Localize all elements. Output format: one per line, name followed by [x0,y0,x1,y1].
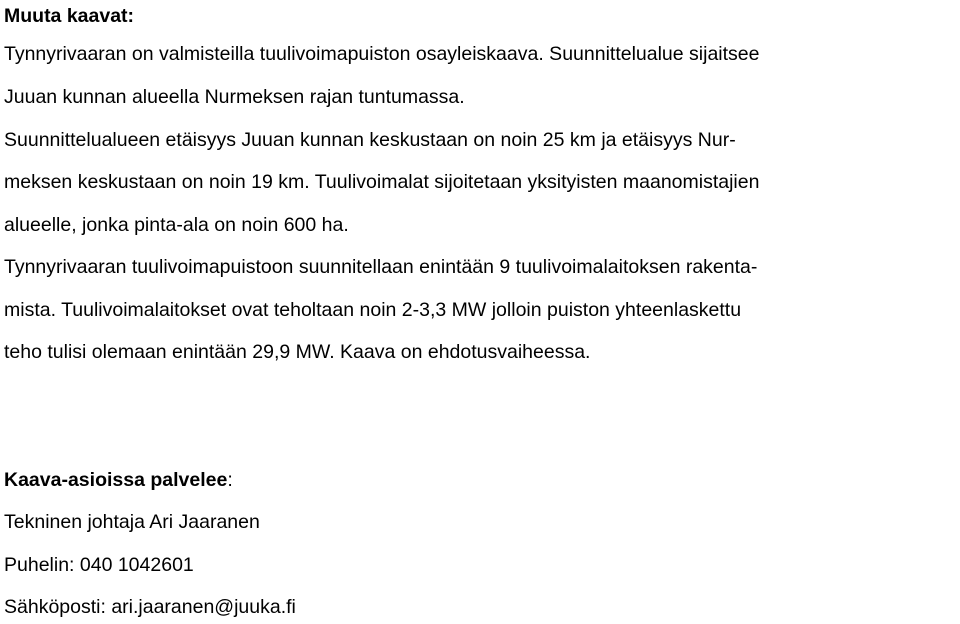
contact-name: Tekninen johtaja Ari Jaaranen [4,511,260,533]
paragraph-line: Tynnyrivaaran tuulivoimapuistoon suunnitellaan enintään 9 tuulivoimalaitoksen rakenta- [4,256,758,278]
paragraph-line: Juuan kunnan alueella Nurmeksen rajan tuntumassa. [4,86,465,108]
contact-email: Sähköposti: ari.jaaranen@juuka.fi [4,596,296,618]
paragraph-line: mista. Tuulivoimalaitokset ovat teholtaan noin 2-3,3 MW jolloin puiston yhteenlaskettu [4,299,742,321]
paragraph-line: Tynnyrivaaran on valmisteilla tuulivoimapuiston osayleiskaava. Suunnittelualue sijaitsee [4,43,760,65]
paragraph-line: alueelle, jonka pinta-ala on noin 600 ha. [4,214,349,236]
contact-phone: Puhelin: 040 1042601 [4,554,194,576]
paragraph-line: teho tulisi olemaan enintään 29,9 MW. Kaava on ehdotusvaiheessa. [4,341,591,363]
contact-heading-colon: : [227,469,233,491]
contact-heading: Kaava-asioissa palvelee [4,469,228,491]
paragraph-line: meksen keskustaan on noin 19 km. Tuulivoimalat sijoitetaan yksityisten maanomistajien [4,171,760,193]
paragraph-line: Suunnittelualueen etäisyys Juuan kunnan keskustaan on noin 25 km ja etäisyys Nur- [4,129,736,151]
document-page [4,0,954,624]
contact-heading-line [4,467,233,493]
section-heading: Muuta kaavat: [4,5,135,27]
